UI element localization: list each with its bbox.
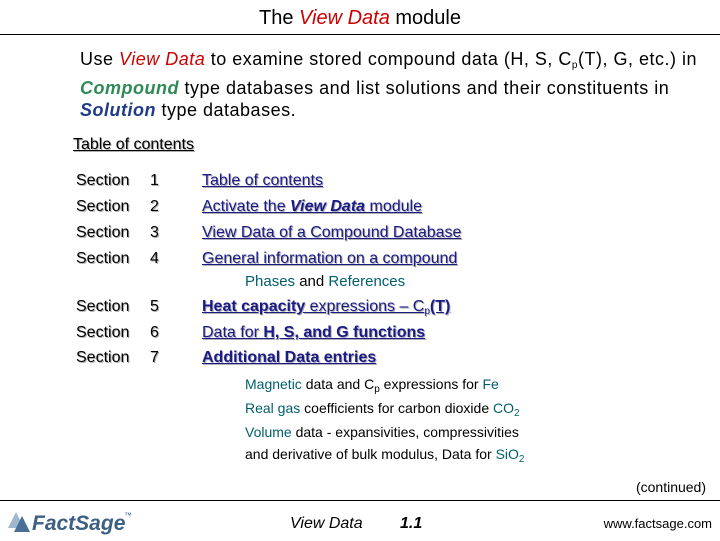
section-label-1: Section xyxy=(76,172,130,189)
intro-compound: Compound xyxy=(80,78,179,98)
toc-link-3[interactable]: View Data of a Compound Database xyxy=(202,224,462,241)
toc-link-6[interactable] xyxy=(202,324,425,342)
title-divider xyxy=(0,34,720,35)
intro-text-3: (T), G, etc.) in xyxy=(577,49,697,69)
section-number-7: 7 xyxy=(150,349,159,366)
footer-url[interactable]: www.factsage.com xyxy=(603,516,712,531)
toc-link-6-a: Data for xyxy=(202,324,264,341)
sub7-line-3 xyxy=(245,422,519,442)
sub7-magnetic[interactable]: Magnetic xyxy=(245,376,302,392)
sub7-fe: Fe xyxy=(482,376,499,392)
sub7-co: CO xyxy=(493,400,515,416)
sub7-sio2-sub: 2 xyxy=(518,454,525,465)
toc-link-2-hl: View Data xyxy=(290,198,366,215)
continued-note: (continued) xyxy=(635,479,706,495)
sub7-l4a: and derivative of bulk modulus, Data for xyxy=(245,446,496,462)
title-pre: The xyxy=(259,7,300,29)
sub7-l1b: data and C xyxy=(301,376,375,392)
section-number-2: 2 xyxy=(150,198,159,215)
section-number-6: 6 xyxy=(150,324,159,341)
sub-references[interactable]: References xyxy=(328,273,406,290)
intro-text-2: to examine stored compound data (H, S, C xyxy=(205,49,572,69)
footer-page-number: 1.1 xyxy=(400,515,423,532)
sub7-real-gas[interactable]: Real gas xyxy=(245,400,301,416)
section-4-subtopics xyxy=(245,273,405,290)
toc-heading: Table of contents xyxy=(73,136,194,153)
section-label-7: Section xyxy=(76,349,130,366)
section-number-1: 1 xyxy=(150,172,159,189)
section-label-3: Section xyxy=(76,224,130,241)
section-number-4: 4 xyxy=(150,250,159,267)
sub7-line-1 xyxy=(245,374,499,400)
intro-paragraph xyxy=(80,48,700,121)
toc-link-2-pre: Activate the xyxy=(202,198,291,215)
toc-link-5-b: expressions – C xyxy=(305,298,425,315)
toc-link-2-post: module xyxy=(365,198,422,215)
sub7-l3b: data - expansivities, compressivities xyxy=(291,424,519,440)
toc-link-1[interactable]: Table of contents xyxy=(202,172,323,189)
logo-tm: ™ xyxy=(124,511,132,520)
intro-text-1: Use xyxy=(80,49,120,69)
sub7-line-4 xyxy=(245,444,524,470)
section-number-5: 5 xyxy=(150,298,159,315)
page-title xyxy=(0,7,720,30)
section-number-3: 3 xyxy=(150,224,159,241)
factsage-logo-icon xyxy=(6,506,136,536)
sub7-co2-sub: 2 xyxy=(514,408,520,419)
factsage-logo xyxy=(6,506,136,536)
logo-text: FactSage xyxy=(32,512,126,535)
sub7-line-2 xyxy=(245,398,520,424)
sub7-l1c: expressions for xyxy=(379,376,483,392)
intro-view-data: View Data xyxy=(119,49,206,69)
intro-text-4: type databases and list solutions and their constituents in xyxy=(178,78,670,98)
intro-solution: Solution xyxy=(80,100,156,120)
toc-link-4[interactable]: General information on a compound xyxy=(202,250,458,267)
sub7-l1sub: p xyxy=(374,384,380,395)
toc-link-6-b: H, S, and G functions xyxy=(263,324,426,341)
footer-divider xyxy=(0,500,720,501)
section-label-2: Section xyxy=(76,198,130,215)
sub-phases[interactable]: Phases xyxy=(245,273,296,290)
toc-link-5-sub: p xyxy=(424,306,430,317)
section-label-5: Section xyxy=(76,298,130,315)
toc-link-5[interactable] xyxy=(202,298,450,317)
sub7-l2b: coefficients for carbon dioxide xyxy=(300,400,494,416)
section-label-6: Section xyxy=(76,324,130,341)
sub-and: and xyxy=(295,273,329,290)
section-label-4: Section xyxy=(76,250,130,267)
sub7-sio: SiO xyxy=(495,446,519,462)
toc-link-5-a: Heat capacity xyxy=(202,298,306,315)
toc-link-2[interactable] xyxy=(202,198,422,216)
toc-link-5-c: (T) xyxy=(429,298,451,315)
footer-module-name: View Data xyxy=(290,515,363,532)
intro-text-5: type databases. xyxy=(155,100,297,120)
toc-link-7[interactable]: Additional Data entries xyxy=(202,349,377,366)
title-post: module xyxy=(389,7,461,29)
sub7-volume[interactable]: Volume xyxy=(245,424,292,440)
intro-sub-p: p xyxy=(571,60,578,71)
title-highlight: View Data xyxy=(299,7,390,29)
